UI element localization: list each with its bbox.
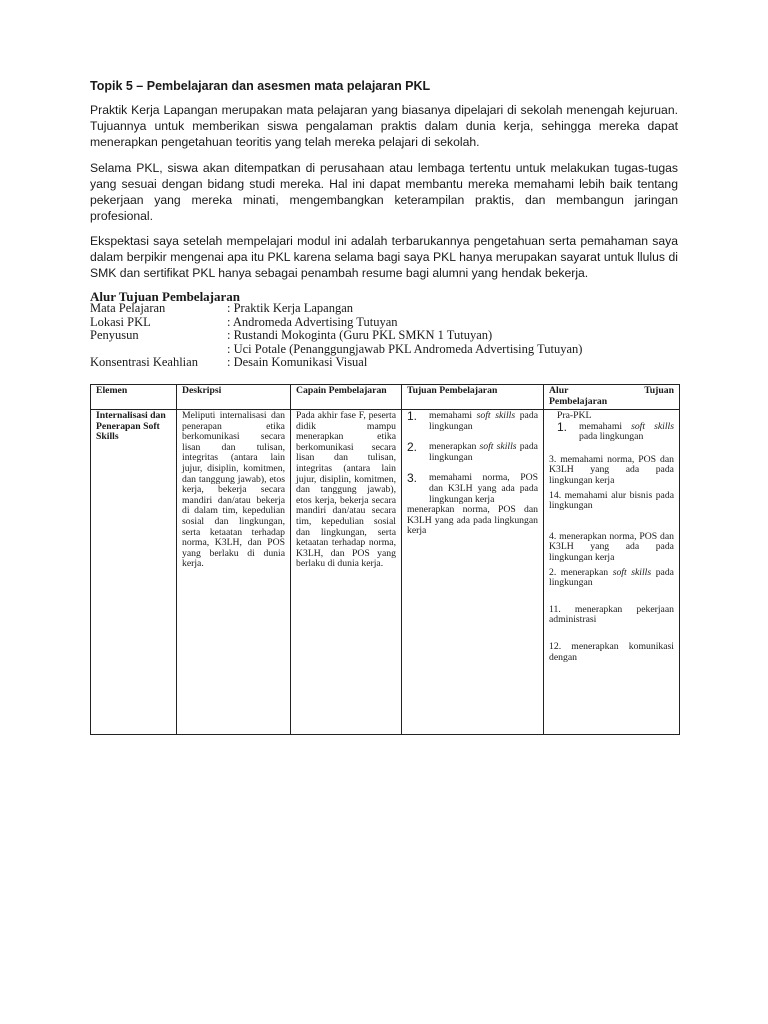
item-text-pre: memahami: [579, 420, 632, 432]
header-alur: [544, 385, 680, 410]
header-pembelajaran-word: Pembelajaran: [549, 395, 608, 407]
meta-key: Mata Pelajaran: [90, 301, 166, 315]
meta-value: : Rustandi Mokoginta (Guru PKL SMKN 1 Tutuyan): [227, 328, 493, 343]
item-text-em: soft skills: [476, 410, 516, 421]
cell-elemen: Internalisasi dan Penerapan Soft Skills: [91, 410, 177, 735]
item-text: memahami norma, POS dan K3LH yang ada pada lingkungan kerja: [429, 472, 538, 505]
tujuan-item-2: [407, 442, 538, 463]
header-alur-line: [549, 386, 674, 397]
header-tujuan: Tujuan Pembelajaran: [402, 385, 544, 410]
item-text-post: pada lingkungan: [549, 566, 674, 589]
topic-heading: Topik 5 – Pembelajaran dan asesmen mata pelajaran PKL: [90, 79, 431, 93]
meta-row-author: [90, 329, 582, 343]
header-deskripsi: Deskripsi: [177, 385, 291, 410]
alur-item-1: [557, 419, 674, 443]
meta-row-subject: [90, 302, 582, 316]
item-text-em: soft skills: [479, 441, 517, 453]
atp-meta: [90, 302, 582, 370]
paragraph-3: Ekspektasi saya setelah mempelajari modul ini adalah terbarukannya pengetahuan serta pemahaman saya dalam berpikir mengenai apa itu PKL karena selama bagi saya PKL hanya merupakan sayarat untuk llulus di SMK dan sertifikat PKL hanya sebagai penambah resume bagi alumni yang hendak bekerja.: [90, 234, 678, 280]
meta-value: : Andromeda Advertising Tutuyan: [227, 314, 398, 329]
item-text: [429, 442, 538, 463]
meta-key: Lokasi PKL: [90, 314, 151, 329]
meta-key: Penyusun: [90, 328, 139, 343]
cell-deskripsi: Meliputi internalisasi dan penerapan etika berkomunikasi secara lisan dan tulisan, integritas (antara lain jujur, disiplin, komitmen, dan tanggung jawab), etos kerja, bekerja secara mandiri dan/atau bekerja di dalam tim, kepedulian sosial dan lingkungan, serta ketaatan terhadap norma, K3LH, dan POS yang berlaku di dunia kerja.: [177, 410, 291, 735]
meta-value: : Desain Komunikasi Visual: [227, 355, 368, 370]
header-elemen: Elemen: [91, 385, 177, 410]
table-row: [91, 410, 680, 735]
paragraph-1: Praktik Kerja Lapangan merupakan mata pelajaran yang biasanya dipelajari di sekolah menengah kejuruan. Tujuannya untuk memberikan siswa pengalaman praktis dalam dunia kerja, sehingga mereka dapat menerapkan pengetahuan teoritis yang telah mereka pelajari di sekolah.: [90, 103, 678, 149]
item-number: 1.: [407, 409, 418, 423]
meta-row-concentration: [90, 356, 582, 370]
meta-row-location: [90, 316, 582, 330]
tujuan-item-3: [407, 473, 538, 505]
alur-item-4: 4. menerapkan norma, POS dan K3LH yang ada pada lingkungan kerja: [549, 530, 674, 563]
item-text: [429, 411, 538, 432]
header-alur-word: Alur: [549, 385, 569, 396]
meta-key: [90, 343, 227, 357]
item-text-pre: menerapkan: [429, 441, 480, 453]
meta-value: : Uci Potale (Penanggungjawab PKL Andromeda Advertising Tutuyan): [227, 341, 583, 356]
atp-title: Alur Tujuan Pembelajaran: [90, 289, 241, 304]
alur-item-12: 12. menerapkan komunikasi dengan: [549, 640, 674, 663]
tujuan-extra: menerapkan norma, POS dan K3LH yang ada pada lingkungan kerja: [407, 504, 538, 537]
item-text-post: pada lingkungan: [429, 441, 538, 463]
alur-item-14: 14. memahami alur bisnis pada lingkungan: [549, 489, 674, 512]
table-header-row: [91, 385, 680, 410]
paragraph-2: Selama PKL, siswa akan ditempatkan di perusahaan atau lembaga tertentu untuk melakukan tugas-tugas yang sesuai dengan bidang studi mereka. Hal ini dapat membantu mereka memahami lebih baik tentang pekerjaan yang mereka minati, mengembangkan keterampilan praktis, dan membangun jaringan profesional.: [90, 161, 678, 223]
tujuan-item-1: [407, 411, 538, 432]
item-text-post: pada lingkungan: [429, 410, 538, 432]
item-number: 3.: [407, 471, 418, 486]
cell-alur: [544, 410, 680, 735]
item-text-em: soft skills: [612, 566, 652, 578]
alur-item-3: 3. memahami norma, POS dan K3LH yang ada pada lingkungan kerja: [549, 453, 674, 486]
item-number: 2.: [407, 440, 418, 455]
item-text-post: pada lingkungan: [579, 431, 644, 443]
alur-item-2: [549, 568, 674, 589]
header-capaian: Capain Pembelajaran: [291, 385, 402, 410]
alur-label: Pra-PKL: [557, 410, 592, 421]
item-number: 1.: [557, 419, 568, 434]
item-text-pre: 2. menerapkan: [549, 566, 613, 578]
meta-value: : Praktik Kerja Lapangan: [227, 301, 353, 315]
meta-key: Konsentrasi Keahlian: [90, 355, 198, 370]
item-text-em: soft skills: [631, 420, 674, 432]
alur-item-11: 11. menerapkan pekerjaan administrasi: [549, 603, 674, 626]
meta-row-author-2: [90, 343, 582, 357]
cell-capaian: Pada akhir fase F, peserta didik mampu menerapkan etika berkomunikasi secara lisan dan tulisan, integritas (antara lain jujur, disiplin, komitmen, dan tanggung jawab), etos kerja, bekerja secara mandiri dan/atau secara tim, kepedulian sosial dan lingkungan, serta ketaatan terhadap norma, K3LH, dan POS yang berlaku di dunia kerja.: [291, 410, 402, 735]
cell-tujuan: [402, 410, 544, 735]
header-tujuan-word: Tujuan: [644, 385, 674, 396]
item-text: [579, 422, 674, 443]
item-text-pre: memahami: [429, 410, 477, 421]
atp-table: [90, 384, 680, 735]
